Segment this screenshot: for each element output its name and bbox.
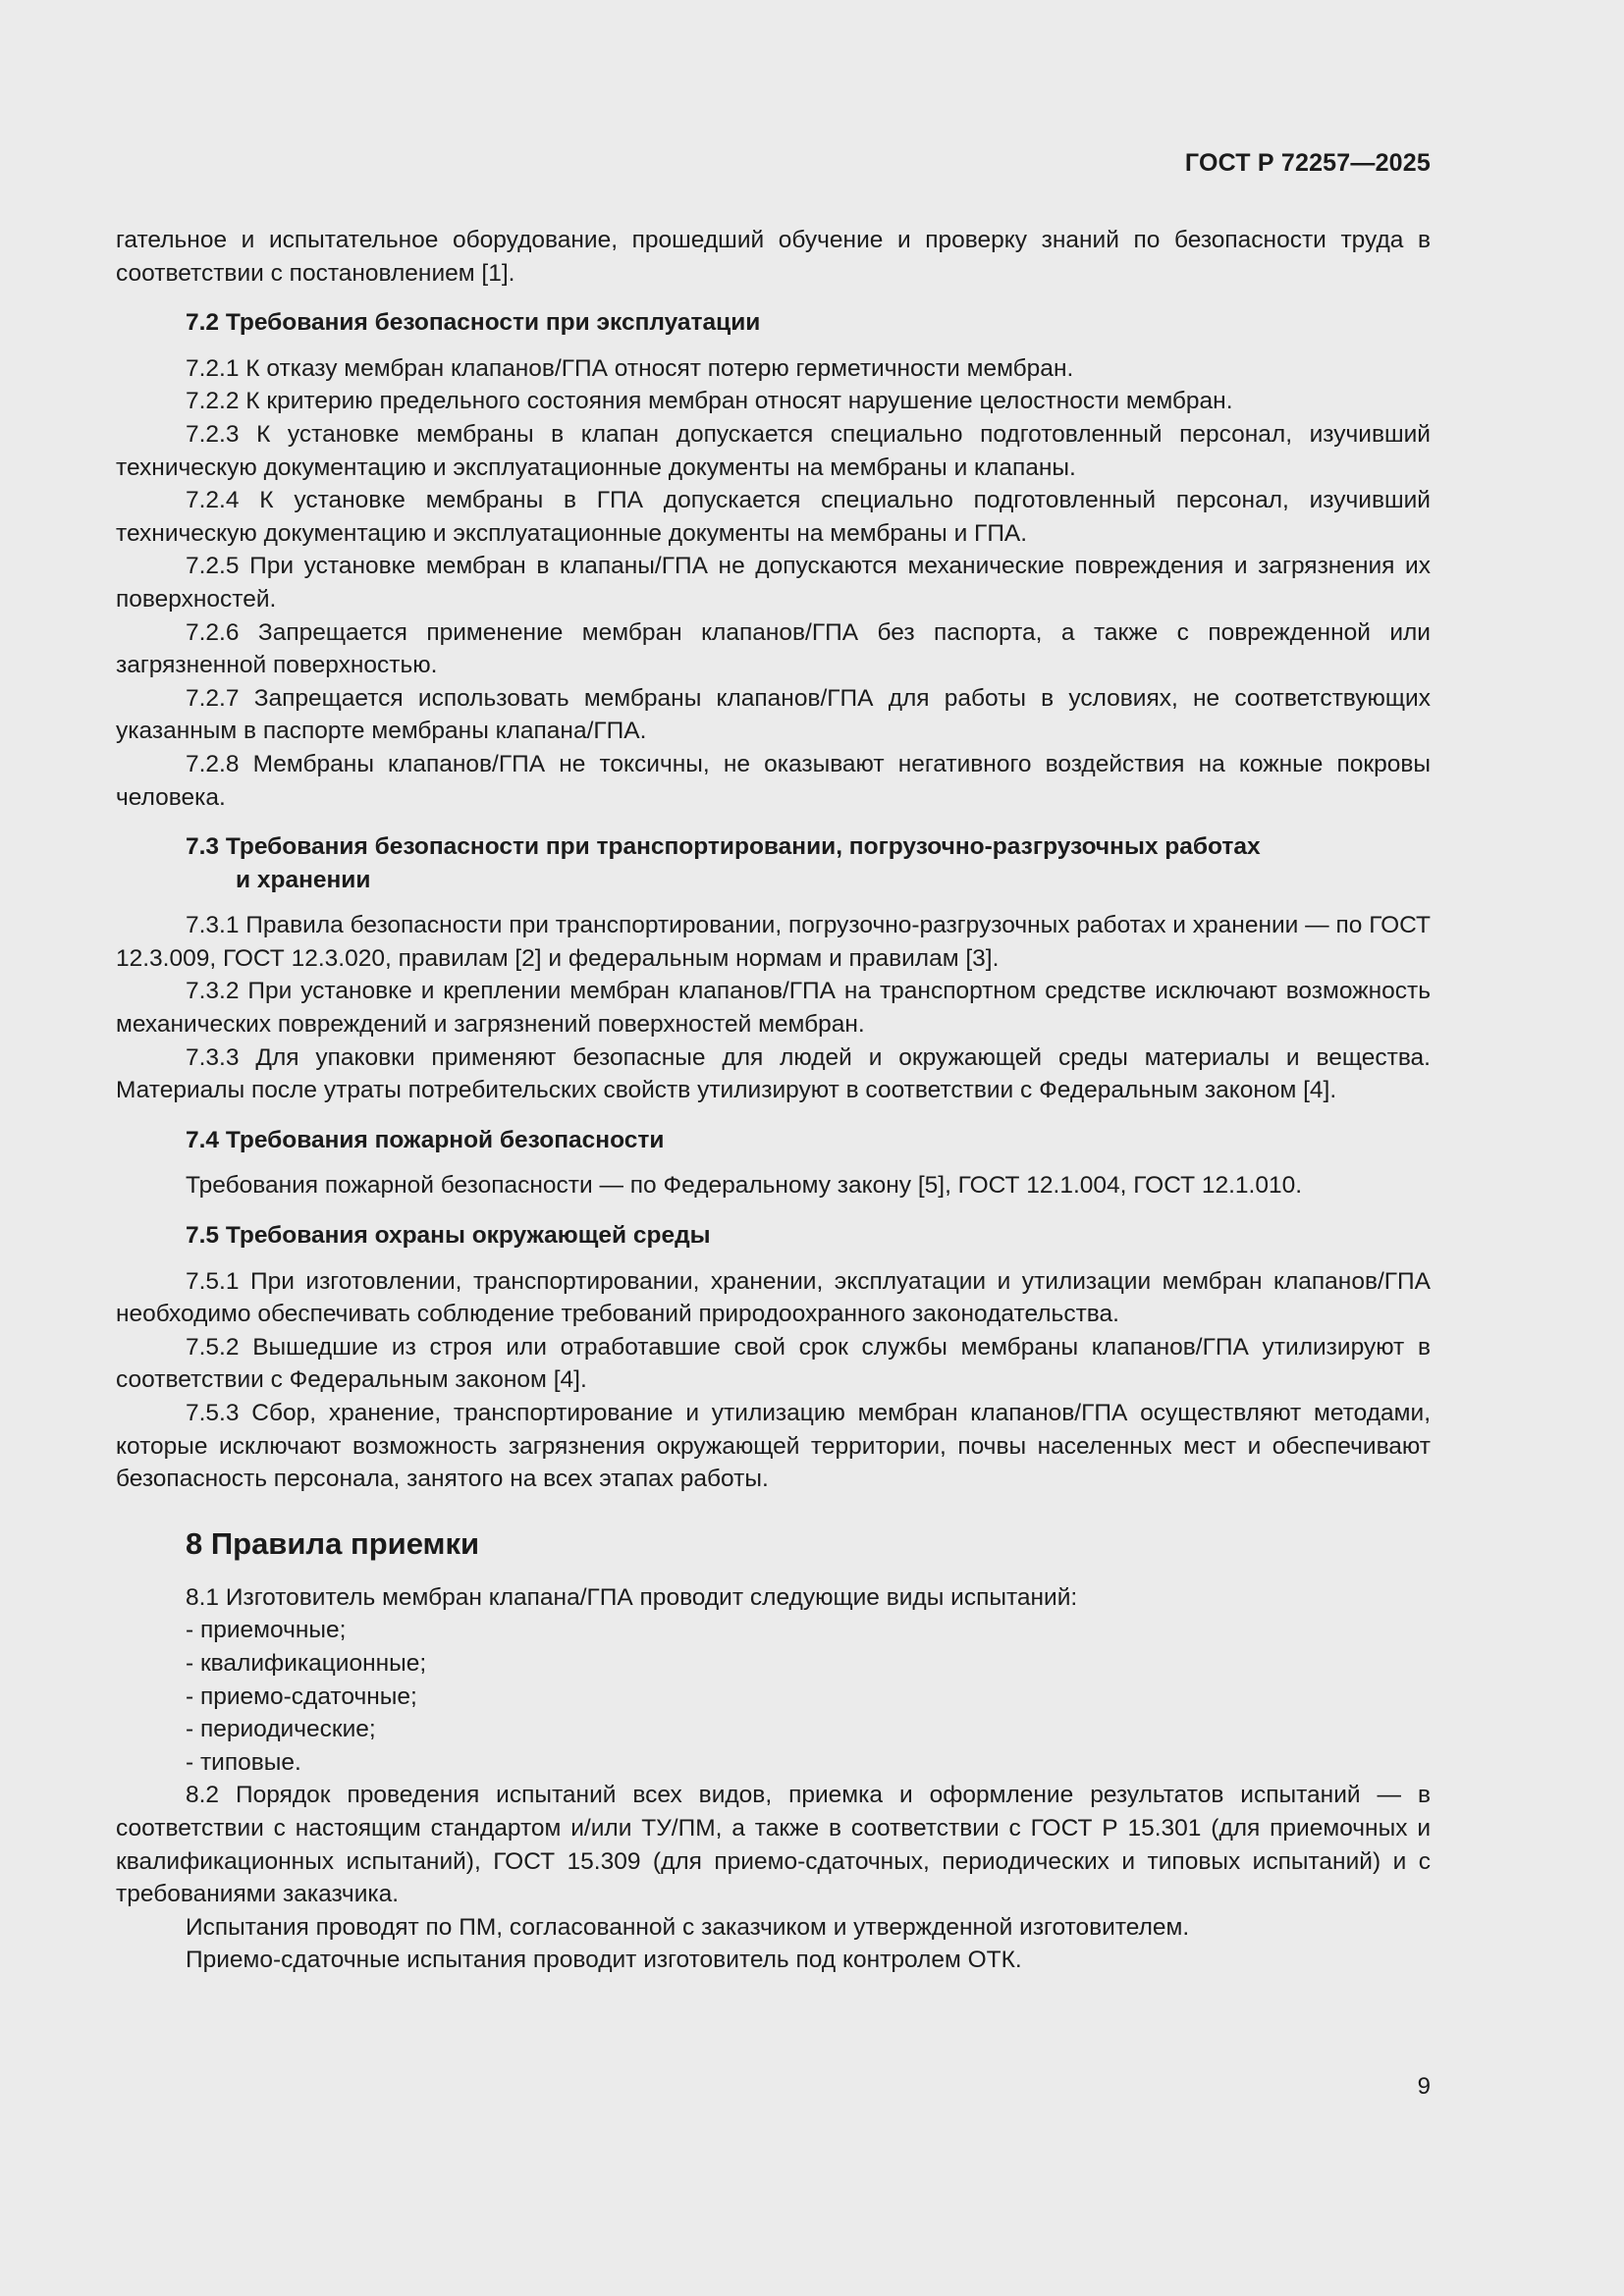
section-heading-7-3-line1: 7.3 Требования безопасности при транспортировании, погрузочно-разгрузочных работах bbox=[186, 833, 1261, 861]
paragraph-7-2-3: 7.2.3 К установке мембраны в клапан допускается специально подготовленный персонал, изучивший техническую документацию и эксплуатационные документы на мембраны и клапаны. bbox=[116, 420, 1431, 481]
paragraph-7-2-5: 7.2.5 При установке мембран в клапаны/ГПА не допускаются механические повреждения и загрязнения их поверхностей. bbox=[116, 553, 1431, 613]
list-item: - периодические; bbox=[186, 1716, 376, 1743]
list-item: - приемо-сдаточные; bbox=[186, 1682, 417, 1710]
paragraph-intro: гательное и испытательное оборудование, прошедший обучение и проверку знаний по безопасности труда в соответствии с постановлением [1]. bbox=[116, 227, 1431, 287]
document-body bbox=[116, 224, 1431, 1977]
section-heading-7-2: 7.2 Требования безопасности при эксплуатации bbox=[186, 309, 761, 337]
section-heading-7-4: 7.4 Требования пожарной безопасности bbox=[186, 1126, 665, 1153]
list-item: - квалификационные; bbox=[186, 1649, 427, 1677]
paragraph-7-2-2: 7.2.2 К критерию предельного состояния мембран относят нарушение целостности мембран. bbox=[186, 388, 1233, 415]
document-code: ГОСТ Р 72257—2025 bbox=[1184, 149, 1431, 177]
paragraph-7-2-6: 7.2.6 Запрещается применение мембран клапанов/ГПА без паспорта, а также с поврежденной или загрязненной поверхностью. bbox=[116, 618, 1431, 679]
paragraph-7-2-4: 7.2.4 К установке мембраны в ГПА допускается специально подготовленный персонал, изучивший техническую документацию и эксплуатационные документы на мембраны и ГПА. bbox=[116, 487, 1431, 547]
paragraph-7-5-3: 7.5.3 Сбор, хранение, транспортирование и утилизацию мембран клапанов/ГПА осуществляют методами, которые исключают возможность загрязнения окружающей территории, почвы населенных мест и обеспечивают безопасность персонала, занятого на всех этапах работы. bbox=[116, 1400, 1431, 1493]
paragraph-7-2-1: 7.2.1 К отказу мембран клапанов/ГПА относят потерю герметичности мембран. bbox=[186, 354, 1074, 382]
paragraph-7-3-2: 7.3.2 При установке и креплении мембран клапанов/ГПА на транспортном средстве исключают возможность механических повреждений и загрязнений поверхностей мембран. bbox=[116, 978, 1431, 1039]
section-heading-8: 8 Правила приемки bbox=[186, 1525, 480, 1561]
section-heading-7-3 bbox=[186, 830, 1431, 896]
paragraph-8-2: 8.2 Порядок проведения испытаний всех видов, приемка и оформление результатов испытаний — в соответствии с настоящим стандартом и/или ТУ/ПМ, а также в соответствии с ГОСТ Р 15.301 (для приемочных и квалификационных испытаний), ГОСТ 15.309 (для приемо-сдаточных, периодических и типовых испытаний) и с требованиями заказчика. bbox=[116, 1782, 1431, 1908]
page-number: 9 bbox=[1417, 2073, 1431, 2100]
list-item: - типовые. bbox=[186, 1748, 301, 1776]
section-heading-7-5: 7.5 Требования охраны окружающей среды bbox=[186, 1222, 711, 1250]
paragraph-7-4: Требования пожарной безопасности — по Федеральному закону [5], ГОСТ 12.1.004, ГОСТ 12.1.010. bbox=[186, 1172, 1303, 1200]
paragraph-8-2-acceptance: Приемо-сдаточные испытания проводит изготовитель под контролем ОТК. bbox=[186, 1947, 1022, 1974]
test-types-list bbox=[116, 1614, 1431, 1779]
list-item: - приемочные; bbox=[186, 1617, 347, 1644]
paragraph-7-3-1: 7.3.1 Правила безопасности при транспортировании, погрузочно-разгрузочных работах и хранении — по ГОСТ 12.3.009, ГОСТ 12.3.020, правилам [2] и федеральным нормам и правилам [3]. bbox=[116, 912, 1431, 972]
paragraph-7-2-8: 7.2.8 Мембраны клапанов/ГПА не токсичны, не оказывают негативного воздействия на кожные покровы человека. bbox=[116, 750, 1431, 811]
section-heading-7-3-line2: и хранении bbox=[236, 866, 371, 893]
paragraph-7-5-1: 7.5.1 При изготовлении, транспортировании, хранении, эксплуатации и утилизации мембран клапанов/ГПА необходимо обеспечивать соблюдение требований природоохранного законодательства. bbox=[116, 1267, 1431, 1328]
paragraph-8-2-continued: Испытания проводят по ПМ, согласованной с заказчиком и утвержденной изготовителем. bbox=[186, 1913, 1190, 1941]
paragraph-8-1: 8.1 Изготовитель мембран клапана/ГПА проводит следующие виды испытаний: bbox=[186, 1583, 1078, 1611]
paragraph-7-5-2: 7.5.2 Вышедшие из строя или отработавшие свой срок службы мембраны клапанов/ГПА утилизируют в соответствии с Федеральным законом [4]. bbox=[116, 1333, 1431, 1394]
paragraph-7-3-3: 7.3.3 Для упаковки применяют безопасные для людей и окружающей среды материалы и вещества. Материалы после утраты потребительских свойств утилизируют в соответствии с Федеральным законом [4]. bbox=[116, 1043, 1431, 1104]
paragraph-7-2-7: 7.2.7 Запрещается использовать мембраны клапанов/ГПА для работы в условиях, не соответствующих указанным в паспорте мембраны клапана/ГПА. bbox=[116, 684, 1431, 745]
